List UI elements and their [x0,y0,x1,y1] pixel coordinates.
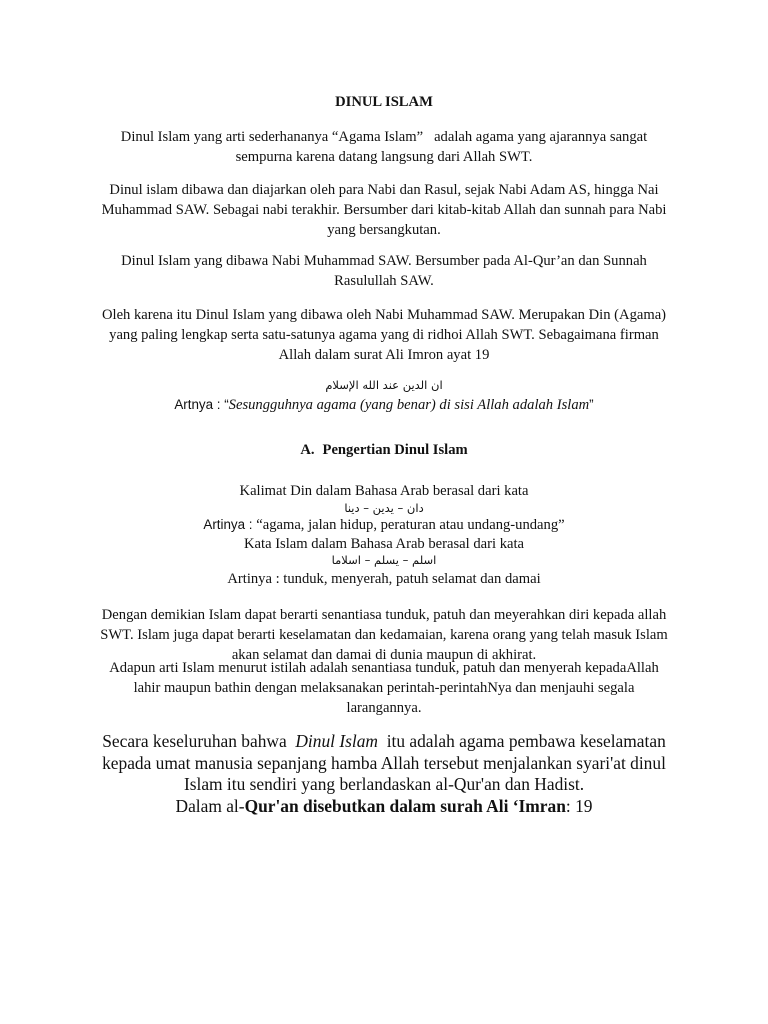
arabic-din: دان – يدين – دينا [344,501,424,515]
text-bold: Qur'an disebutkan dalam surah Ali ‘Imran [244,795,566,816]
arabic-verse: ان الدين عند الله الإسلام [325,378,443,392]
text-segment: itu adalah agama pembawa keselamatan [386,731,666,751]
text-emphasis: Dinul Islam [295,731,378,751]
translation-label: Artinya : [203,517,257,532]
paragraph-line: Islam itu sendiri yang berlandaskan al-Qur'an dan Hadist. [183,774,585,794]
kalimat-din-line: Kalimat Din dalam Bahasa Arab berasal dari kata [239,483,529,499]
paragraph-line: Allah dalam surat Ali Imron ayat 19 [278,347,490,363]
translation-quote: Sesungguhnya agama (yang benar) di sisi Allah adalah Islam [228,397,590,413]
paragraph-line: akan selamat dan damai di dunia maupun di akhirat. [231,647,537,663]
paragraph-line: sempurna karena datang langsung dari Allah SWT. [235,149,533,165]
paragraph-line: lahir maupun bathin dengan melaksanakan perintah-perintahNya dan menjauhi segala [133,680,635,696]
paragraph-line: kepada umat manusia sepanjang hamba Allah tersebut menjalankan syari'at dinul [102,752,666,773]
paragraph-line: Dinul Islam yang dibawa Nabi Muhammad SAW. Bersumber pada Al-Qur’an dan Sunnah [121,253,647,269]
din-translation [60,515,708,535]
section-title: Pengertian Dinul Islam [322,442,468,458]
paragraph-line: yang paling lengkap serta satu-satunya agama yang di ridhoi Allah SWT. Sebagaimana firman [109,327,659,343]
closing-paragraph [60,731,708,817]
paragraph-prophets [60,180,708,240]
paragraph-complete [60,305,708,365]
paragraph-line [60,127,708,147]
paragraph-line: Muhammad SAW. Sebagai nabi terakhir. Bersumber dari kitab-kitab Allah dan sunnah para Nabi [101,202,667,218]
paragraph-meaning [60,605,708,665]
text-segment: Dalam al- [175,795,245,816]
paragraph-line: yang bersangkutan. [327,222,441,238]
text-segment: Secara keseluruhan bahwa [102,731,287,751]
text-segment: adalah agama yang ajarannya sangat [434,129,648,145]
translation-label: Artnya : “ [174,397,229,412]
paragraph-line: Rasulullah SAW. [334,273,434,289]
verse-translation [60,395,708,415]
section-number: A. [300,442,315,458]
text-segment: Dinul Islam yang arti sederhananya “Agama Islam” [120,129,424,145]
paragraph-line: larangannya. [346,700,422,716]
paragraph-line: Dinul islam dibawa dan diajarkan oleh para Nabi dan Rasul, sejak Nabi Adam AS, hingga Nai [109,182,659,198]
text-segment: : 19 [565,795,593,816]
paragraph-line: SWT. Islam juga dapat berarti keselamatan dan kedamaian, karena orang yang telah masuk Islam [100,627,668,643]
paragraph-definition [60,127,708,167]
arabic-islam: اسلم – يسلم – اسلاما [331,553,437,567]
paragraph-line: Dengan demikian Islam dapat berarti senantiasa tunduk, patuh dan meyerahkan diri kepada allah [101,607,667,623]
paragraph-line [60,731,708,753]
kata-islam-line: Kata Islam dalam Bahasa Arab berasal dari kata [244,536,524,552]
islam-translation: Artinya : tunduk, menyerah, patuh selamat dan damai [227,571,541,587]
section-heading [60,440,708,460]
document-title: DINUL ISLAM [335,94,433,110]
translation-close: ” [589,397,594,412]
translation-text: “agama, jalan hidup, peraturan atau undang-undang” [256,517,565,533]
paragraph-line [60,796,708,818]
paragraph-line: Adapun arti Islam menurut istilah adalah senantiasa tunduk, patuh dan menyerah kepadaAllah [109,660,659,676]
paragraph-terminology [60,658,708,718]
paragraph-source [60,251,708,291]
paragraph-line: Oleh karena itu Dinul Islam yang dibawa oleh Nabi Muhammad SAW. Merupakan Din (Agama) [101,307,667,323]
